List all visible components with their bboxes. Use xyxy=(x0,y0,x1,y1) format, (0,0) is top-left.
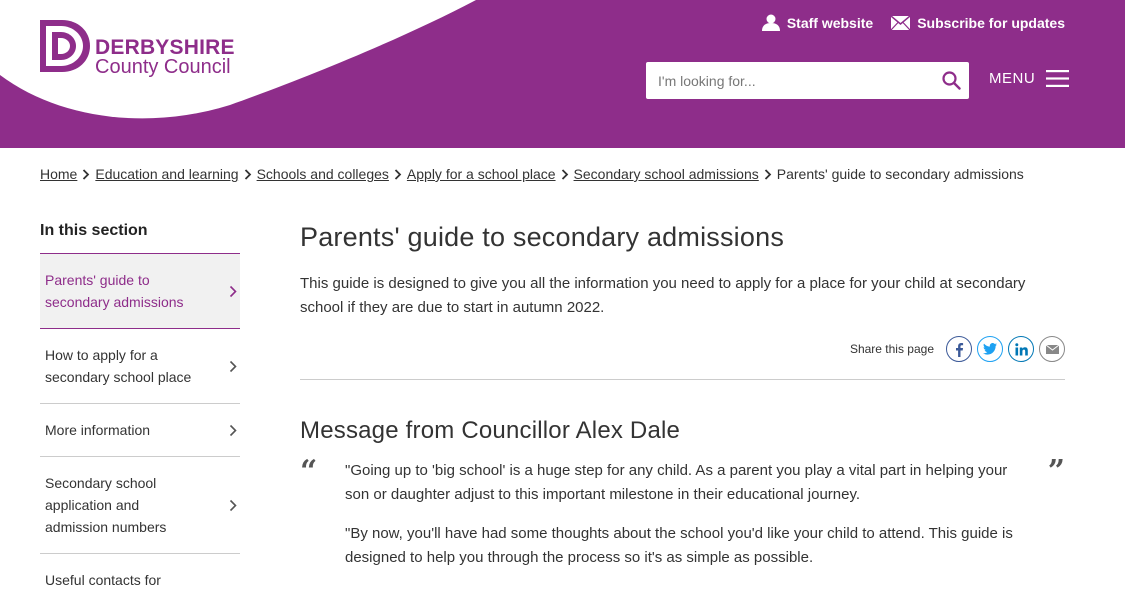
search-box xyxy=(646,62,969,99)
breadcrumb-apply[interactable]: Apply for a school place xyxy=(406,166,556,182)
chevron-right-icon xyxy=(561,169,569,180)
facebook-share-button[interactable] xyxy=(946,336,972,362)
envelope-icon xyxy=(1046,345,1059,354)
chevron-right-icon xyxy=(229,360,237,373)
twitter-share-button[interactable] xyxy=(977,336,1003,362)
breadcrumb-current: Parents' guide to secondary admissions xyxy=(776,166,1024,182)
utility-links xyxy=(762,14,1065,31)
page-title: Parents' guide to secondary admissions xyxy=(300,222,785,252)
councillor-quote xyxy=(300,454,1065,570)
search-icon xyxy=(942,71,961,90)
breadcrumb-secondary[interactable]: Secondary school admissions xyxy=(573,166,759,182)
sidebar-item-label: Useful contacts for xyxy=(45,572,161,588)
chevron-right-icon xyxy=(82,169,90,180)
staff-website-label: Staff website xyxy=(786,14,874,31)
quote-paragraph: "Going up to 'big school' is a huge step for any child. As a parent you play a vital part in helping your son or daughter adjust to this important milestone in their educational journey. xyxy=(345,462,1008,503)
facebook-icon xyxy=(954,342,964,357)
chevron-right-icon xyxy=(229,499,237,512)
breadcrumb-schools[interactable]: Schools and colleges xyxy=(256,166,389,182)
menu-button[interactable] xyxy=(989,70,1069,87)
site-logo[interactable] xyxy=(40,20,235,77)
section-heading: Message from Councillor Alex Dale xyxy=(300,417,681,444)
search-input[interactable] xyxy=(646,62,933,99)
main-content xyxy=(300,222,1065,585)
quote-paragraph: "By now, you'll have had some thoughts about the school you'd like your child to attend. This guide is designed to help you through the process so it's as simple as possible. xyxy=(345,525,1013,566)
section-sidebar xyxy=(40,222,240,595)
logo-subtitle: County Council xyxy=(95,56,231,78)
twitter-icon xyxy=(983,343,997,355)
linkedin-share-button[interactable] xyxy=(1008,336,1034,362)
section-divider xyxy=(300,379,1065,380)
sidebar-item-label: More information xyxy=(45,422,151,438)
linkedin-icon xyxy=(1015,343,1028,356)
envelope-icon xyxy=(891,16,910,30)
sidebar-item-label: How to apply for a secondary school place xyxy=(45,347,192,385)
sidebar-item-parents-guide[interactable] xyxy=(40,254,240,329)
sidebar-item-label: Secondary school application and admission numbers xyxy=(45,475,167,535)
breadcrumb-home[interactable]: Home xyxy=(40,166,78,182)
share-label: Share this page xyxy=(849,342,934,356)
search-button[interactable] xyxy=(933,62,969,99)
breadcrumb xyxy=(40,166,1024,182)
chevron-right-icon xyxy=(244,169,252,180)
email-share-button[interactable] xyxy=(1039,336,1065,362)
chevron-right-icon xyxy=(764,169,772,180)
chevron-right-icon xyxy=(394,169,402,180)
share-bar xyxy=(300,336,1065,362)
open-quote-icon: “ xyxy=(300,454,318,489)
chevron-right-icon xyxy=(229,285,237,298)
sidebar-item-useful-contacts[interactable] xyxy=(40,554,240,595)
staff-website-link[interactable] xyxy=(762,14,873,31)
intro-text: This guide is designed to give you all the information you need to apply for a place for your child at secondary school if they are due to start in autumn 2022. xyxy=(300,275,1026,316)
breadcrumb-education[interactable]: Education and learning xyxy=(95,166,239,182)
menu-label: MENU xyxy=(989,70,1036,87)
chevron-right-icon xyxy=(229,424,237,437)
subscribe-label: Subscribe for updates xyxy=(917,14,1065,31)
sidebar-title: In this section xyxy=(40,222,240,254)
subscribe-link[interactable] xyxy=(891,14,1065,31)
sidebar-item-admission-numbers[interactable] xyxy=(40,457,240,554)
sidebar-item-label: Parents' guide to secondary admissions xyxy=(45,272,184,310)
sidebar-item-how-to-apply[interactable] xyxy=(40,329,240,404)
sidebar-item-more-information[interactable] xyxy=(40,404,240,457)
logo-title: DERBYSHIRE xyxy=(95,36,235,59)
hamburger-icon xyxy=(1046,70,1069,87)
close-quote-icon: ” xyxy=(1047,454,1065,489)
user-icon xyxy=(762,14,780,31)
derbyshire-logo-mark-icon xyxy=(40,20,90,72)
site-header xyxy=(0,0,1125,148)
